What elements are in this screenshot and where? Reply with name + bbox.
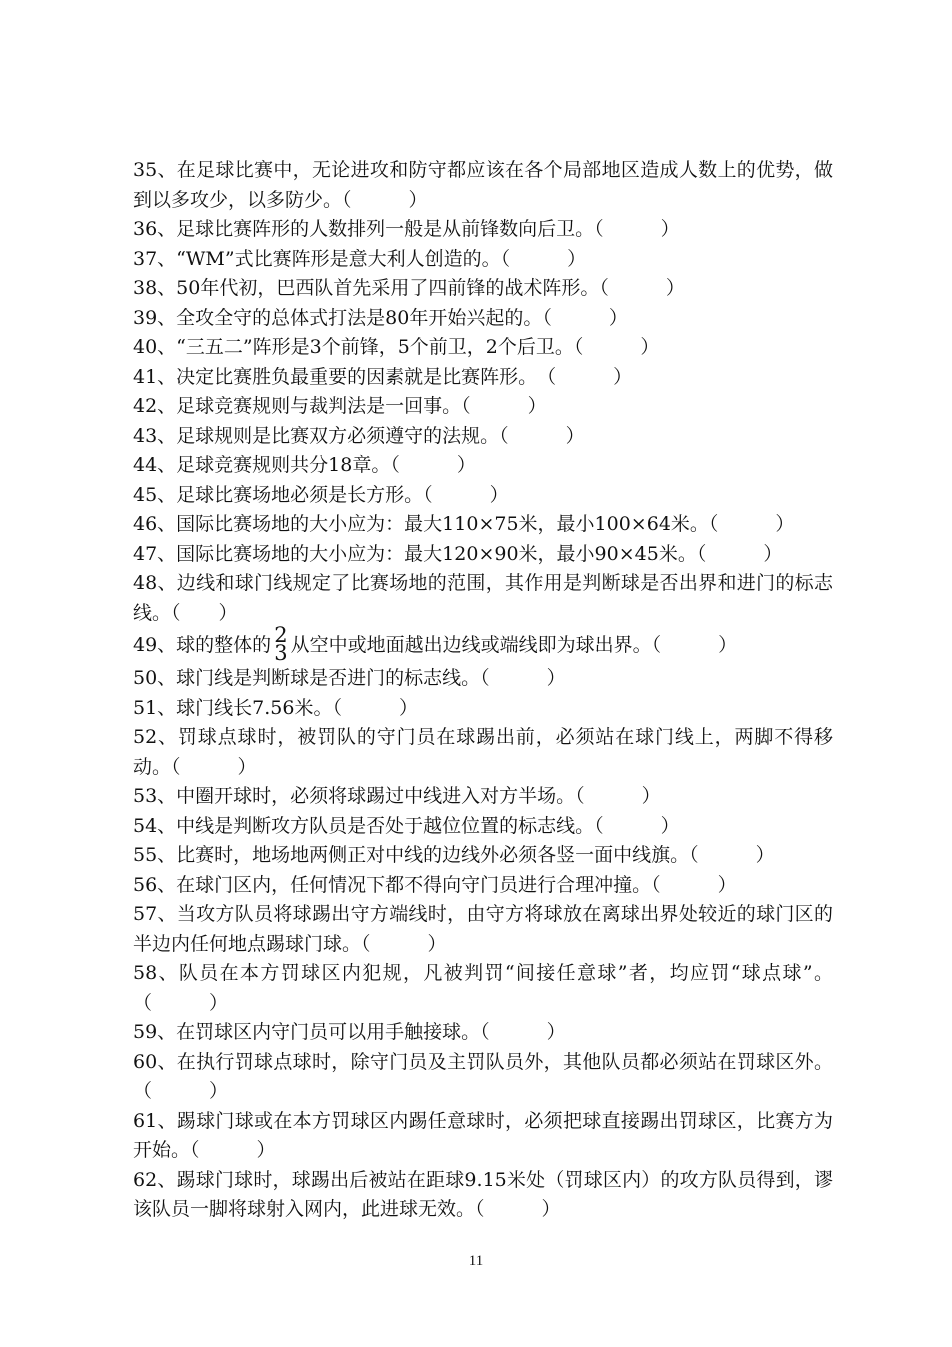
question-53: 53、中圈开球时，必须将球踢过中线进入对方半场。（ ） — [133, 785, 661, 807]
fraction-denominator: 3 — [274, 641, 288, 665]
question-43: 43、足球规则是比赛双方必须遵守的法规。（ ） — [133, 424, 585, 447]
question-55: 55、比赛时，地场地两侧正对中线的边线外必须各竖一面中线旗。（ ） — [133, 844, 775, 866]
question-58: 58、队员在本方罚球区内犯规，凡被判罚“间接任意球”者，均应罚“球点球”。（ ） — [133, 962, 833, 1014]
question-46: 46、国际比赛场地的大小应为：最大110×75米，最小100×64米。（ ） — [133, 513, 795, 535]
question-38: 38、50年代初，巴西队首先采用了四前锋的战术阵形。（ ） — [133, 277, 685, 299]
question-45: 45、足球比赛场地必须是长方形。（ ） — [133, 483, 509, 506]
question-54: 54、中线是判断攻方队员是否处于越位位置的标志线。（ ） — [133, 814, 680, 837]
question-39: 39、全攻全守的总体式打法是80年开始兴起的。（ ） — [133, 306, 628, 329]
question-36: 36、足球比赛阵形的人数排列一般是从前锋数向后卫。（ ） — [133, 218, 680, 240]
question-41: 41、决定比赛胜负最重要的因素就是比赛阵形。 （ ） — [133, 365, 633, 388]
question-list — [133, 156, 833, 1225]
question-50: 50、球门线是判断球是否进门的标志线。（ ） — [133, 667, 566, 689]
question-60: 60、在执行罚球点球时，除守门员及主罚队员外，其他队员都必须站在罚球区外。（ ） — [133, 1050, 833, 1102]
question-37: 37、“WM”式比赛阵形是意大利人创造的。（ ） — [133, 247, 587, 270]
question-57: 57、当攻方队员将球踢出守方端线时，由守方将球放在离球出界处较近的球门区的半边内任何地点踢球门球。（ ） — [133, 903, 833, 955]
question-51: 51、球门线长7.56米。（ ） — [133, 696, 418, 719]
fraction-numerator: 2 — [274, 623, 288, 647]
question-52: 52、罚球点球时，被罚队的守门员在球踢出前，必须站在球门线上，两脚不得移动。（ ） — [133, 726, 833, 778]
question-42: 42、足球竞赛规则与裁判法是一回事。（ ） — [133, 395, 547, 417]
question-40: 40、“三五二”阵形是3个前锋，5个前卫，2个后卫。（ ） — [133, 336, 660, 358]
question-59: 59、在罚球区内守门员可以用手触接球。（ ） — [133, 1021, 566, 1043]
question-56: 56、在球门区内，任何情况下都不得向守门员进行合理冲撞。（ ） — [133, 873, 737, 896]
page-number: 11 — [468, 1253, 484, 1269]
question-62: 62、踢球门球时，球踢出后被站在距球9.15米处（罚球区内）的攻方队员得到，谬该队员一脚将球射入网内，此进球无效。（ ） — [133, 1168, 833, 1220]
question-47: 47、国际比赛场地的大小应为：最大120×90米，最小90×45米。（ ） — [133, 542, 783, 565]
question-48: 48、边线和球门线规定了比赛场地的范围，其作用是判断球是否出界和进门的标志线。（ ） — [133, 572, 833, 624]
question-35: 35、在足球比赛中，无论进攻和防守都应该在各个局部地区造成人数上的优势，做到以多攻少，以多防少。（ ） — [133, 159, 833, 211]
question-49: 49、球的整体的 2 3 从空中或地面越出边线或端线即为球出界。（ ） — [133, 623, 738, 665]
question-61: 61、踢球门球或在本方罚球区内踢任意球时，必须把球直接踢出罚球区，比赛方为开始。（ ） — [133, 1109, 833, 1161]
fraction-two-thirds — [274, 623, 288, 665]
question-44: 44、足球竞赛规则共分18章。（ ） — [133, 454, 476, 476]
